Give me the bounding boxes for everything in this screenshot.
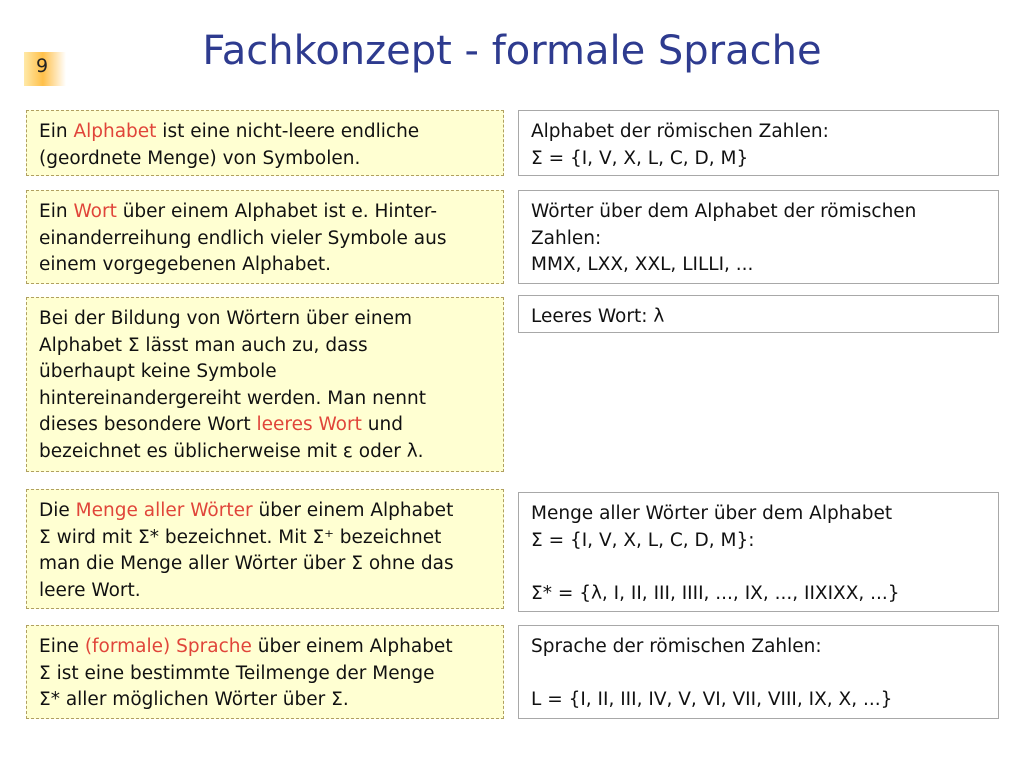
text-line: MMX, LXX, XXL, LILLI, ...	[531, 254, 754, 275]
text-line: Zahlen:	[531, 227, 602, 249]
text-line: leere Wort.	[39, 579, 141, 601]
text-line: einanderreihung endlich vieler Symbole aus	[39, 227, 447, 249]
definition-box-leeres-wort	[26, 297, 504, 472]
text-line: hintereinandergereiht werden. Man nennt	[39, 387, 426, 409]
definition-box-wort	[26, 190, 504, 284]
example-box-menge-aller-woerter	[518, 492, 999, 612]
definition-box-menge-aller-woerter	[26, 489, 504, 609]
example-box-sprache	[518, 625, 999, 719]
highlighted-term: Menge aller Wörter	[75, 500, 253, 521]
text-line: Eine (formale) Sprache über einem Alphabet	[39, 636, 453, 657]
example-box-leeres-wort	[518, 295, 999, 333]
text-line: bezeichnet es üblicherweise mit ε oder λ.	[39, 440, 424, 462]
text-line: Ein Wort über einem Alphabet ist e. Hinter-	[39, 201, 438, 222]
text-line: überhaupt keine Symbole	[39, 361, 277, 382]
text-line: Menge aller Wörter über dem Alphabet	[531, 503, 893, 524]
text-line: man die Menge aller Wörter über Σ ohne das	[39, 553, 454, 574]
text-line: Leeres Wort: λ	[531, 306, 665, 327]
text-line: Σ* = {λ, I, II, III, IIII, ..., IX, ..., IIXIXX, ...}	[531, 582, 900, 604]
text-line: (geordnete Menge) von Symbolen.	[39, 147, 361, 169]
example-box-alphabet	[518, 110, 999, 176]
text-line: Alphabet der römischen Zahlen:	[531, 121, 829, 142]
text-line: dieses besondere Wort leeres Wort und	[39, 414, 403, 435]
highlighted-term: Alphabet	[73, 121, 157, 142]
text-line: Σ wird mit Σ* bezeichnet. Mit Σ⁺ bezeichnet	[39, 526, 442, 548]
text-line: Bei der Bildung von Wörtern über einem	[39, 308, 413, 329]
page-number: 9	[36, 55, 49, 77]
text-line: Die Menge aller Wörter über einem Alphabet	[39, 500, 454, 521]
text-line: einem vorgegebenen Alphabet.	[39, 254, 332, 275]
text-line: Ein Alphabet ist eine nicht-leere endliche	[39, 121, 420, 142]
text-line: Sprache der römischen Zahlen:	[531, 636, 822, 657]
example-box-woerter	[518, 190, 999, 284]
definition-box-formale-sprache	[26, 625, 504, 719]
text-line: Alphabet Σ lässt man auch zu, dass	[39, 334, 368, 356]
text-line: L = {I, II, III, IV, V, VI, VII, VIII, IX, X, ...}	[531, 689, 893, 710]
highlighted-term: (formale) Sprache	[84, 636, 252, 657]
text-line: Wörter über dem Alphabet der römischen	[531, 201, 917, 222]
page-title: Fachkonzept - formale Sprache	[202, 28, 822, 74]
text-line: Σ = {I, V, X, L, C, D, M}	[531, 147, 749, 169]
text-line	[531, 554, 990, 581]
highlighted-term: Wort	[73, 201, 117, 222]
definition-box-alphabet	[26, 110, 504, 176]
text-line	[531, 661, 990, 688]
text-line: Σ = {I, V, X, L, C, D, M}:	[531, 529, 755, 551]
text-line: Σ* aller möglichen Wörter über Σ.	[39, 689, 349, 710]
text-line: Σ ist eine bestimmte Teilmenge der Menge	[39, 662, 435, 684]
highlighted-term: leeres Wort	[256, 414, 362, 435]
